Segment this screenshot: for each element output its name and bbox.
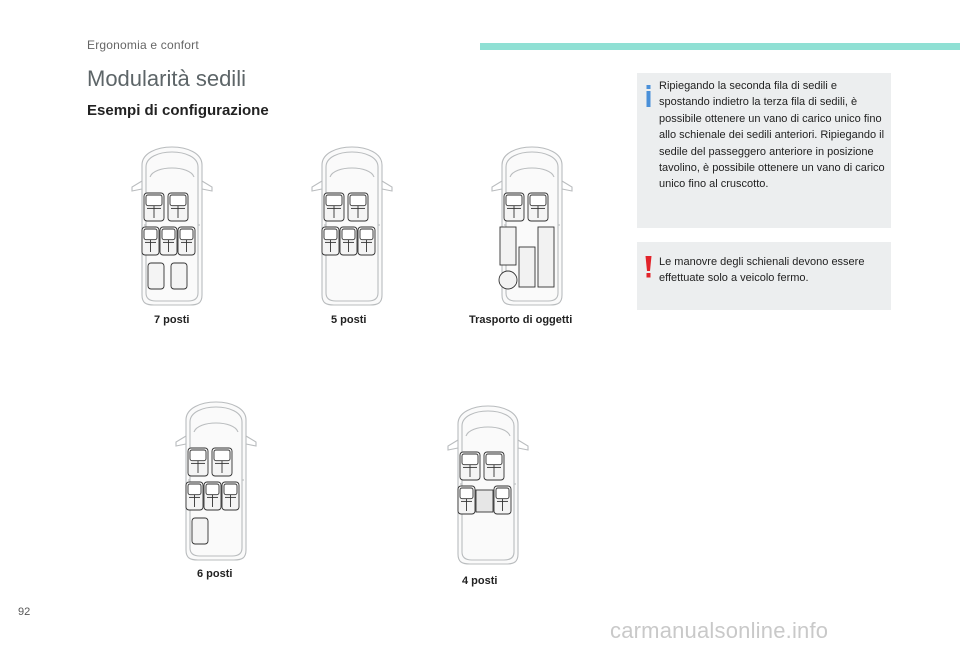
car-diagram-4-seats	[444, 394, 532, 566]
seat-backrest	[188, 484, 201, 495]
seat-row2-left	[186, 482, 203, 510]
seat-row2-right	[222, 482, 239, 510]
seat-driver	[504, 193, 524, 221]
seat-backrest	[206, 484, 219, 495]
caption-cargo: Trasporto di oggetti	[469, 314, 573, 326]
seat-backrest	[462, 454, 478, 465]
seat-front-passenger	[348, 193, 368, 221]
seat-row2-left	[142, 227, 159, 255]
seat-backrest	[144, 229, 157, 240]
info-text: Ripiegando la seconda fila di sedili e spostando indietro la terza fila di sedili, è possibile ottenere un vano di carico unico fino allo schienale dei sedili anteriori. Ripiegando il sedile del passeggero anteriore in posizione tavolino, è possibile ottenere un vano di carico unico fino al cruscotto.	[659, 80, 885, 191]
warning-icon	[645, 256, 652, 278]
seat-row3-right	[171, 263, 187, 289]
seat-backrest	[190, 450, 206, 461]
caption-4-seats: 4 posti	[462, 575, 498, 587]
seat-front-passenger	[484, 452, 504, 480]
car-outline	[176, 402, 256, 560]
right-mirror	[382, 181, 392, 191]
right-mirror	[246, 436, 256, 446]
car-body	[458, 406, 518, 564]
car-diagram-7-seats	[128, 135, 216, 307]
seat-row2-center-folded	[476, 490, 493, 512]
left-mirror	[176, 436, 186, 446]
seat-backrest	[162, 229, 175, 240]
car-outline	[312, 147, 392, 305]
seat-row2-center	[204, 482, 221, 510]
header-accent-bar	[480, 43, 960, 50]
car-outline	[448, 406, 528, 564]
info-box	[637, 73, 891, 228]
seat-row2-center	[160, 227, 177, 255]
car-diagram-5-seats	[308, 135, 396, 307]
page-subtitle: Esempi di configurazione	[87, 102, 269, 119]
seat-driver	[324, 193, 344, 221]
third-row	[192, 518, 208, 544]
seat-backrest	[496, 488, 509, 499]
seat-backrest	[214, 450, 230, 461]
seat-backrest	[146, 195, 162, 206]
seat-driver	[144, 193, 164, 221]
right-mirror	[518, 440, 528, 450]
seat-backrest	[342, 229, 355, 240]
section-title: Ergonomia e confort	[87, 38, 199, 52]
seat-row2-left	[322, 227, 339, 255]
car-diagram-6-seats	[172, 390, 260, 562]
seat-row3-left	[148, 263, 164, 289]
second-row	[142, 227, 195, 255]
seat-front-passenger	[212, 448, 232, 476]
seat-row2-right	[494, 486, 511, 514]
right-mirror	[562, 181, 572, 191]
second-row	[322, 227, 375, 255]
seat-row3-left	[192, 518, 208, 544]
seat-backrest	[360, 229, 373, 240]
cargo-box	[538, 227, 554, 287]
seat-front-passenger	[528, 193, 548, 221]
seat-backrest	[486, 454, 502, 465]
caption-7-seats: 7 posti	[154, 314, 190, 326]
warning-text: Le manovre degli schienali devono essere effettuate solo a veicolo fermo.	[659, 256, 865, 285]
info-icon	[646, 85, 651, 107]
seat-front-passenger	[168, 193, 188, 221]
seat-backrest	[530, 195, 546, 206]
seat-row2-left	[458, 486, 475, 514]
seat-backrest	[326, 195, 342, 206]
seat-row2-center	[340, 227, 357, 255]
seat-driver	[188, 448, 208, 476]
left-mirror	[132, 181, 142, 191]
caption-6-seats: 6 posti	[197, 568, 233, 580]
right-mirror	[202, 181, 212, 191]
car-diagram-cargo	[488, 135, 576, 307]
left-mirror	[492, 181, 502, 191]
seat-backrest	[350, 195, 366, 206]
page-number: 92	[18, 606, 31, 618]
seat-backrest	[506, 195, 522, 206]
seat-row2-right	[178, 227, 195, 255]
watermark: carmanualsonline.info	[610, 618, 829, 643]
left-mirror	[448, 440, 458, 450]
left-mirror	[312, 181, 322, 191]
cargo-box	[519, 247, 535, 287]
seat-row2-right	[358, 227, 375, 255]
seat-backrest	[224, 484, 237, 495]
cargo-box	[500, 227, 516, 265]
seat-backrest	[460, 488, 473, 499]
seat-backrest	[170, 195, 186, 206]
warning-box	[637, 242, 891, 310]
seat-backrest	[324, 229, 337, 240]
second-row	[186, 482, 239, 510]
seat-driver	[460, 452, 480, 480]
car-body	[322, 147, 382, 305]
seat-backrest	[180, 229, 193, 240]
caption-5-seats: 5 posti	[331, 314, 367, 326]
second-row	[458, 486, 511, 514]
page-title: Modularità sedili	[87, 66, 246, 91]
cargo-round-object	[499, 271, 517, 289]
